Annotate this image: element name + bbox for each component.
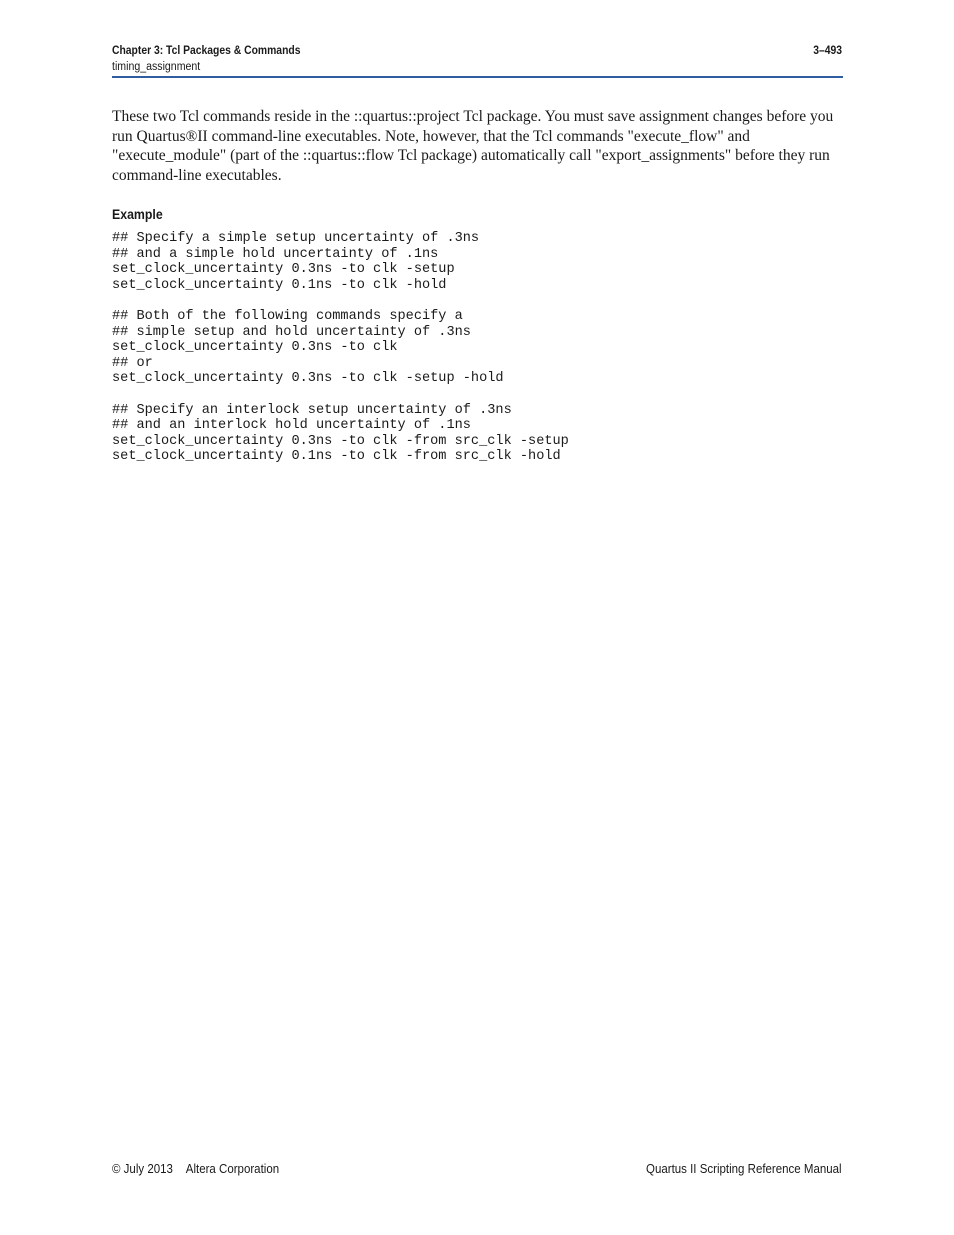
section-name: timing_assignment (112, 61, 201, 73)
footer-date: © July 2013 (112, 1162, 173, 1176)
code-line: set_clock_uncertainty 0.3ns -to clk (112, 340, 398, 356)
code-line: set_clock_uncertainty 0.3ns -to clk -setup (112, 262, 455, 278)
code-line: ## Specify a simple setup uncertainty of .3ns (112, 231, 480, 246)
code-line: set_clock_uncertainty 0.3ns -to clk -setup -hold (112, 371, 504, 387)
footer-company: Altera Corporation (185, 1162, 280, 1176)
page-number: 3–493 (813, 45, 842, 57)
chapter-title: Chapter 3: Tcl Packages & Commands (112, 45, 301, 57)
header-divider (112, 76, 843, 78)
code-line: set_clock_uncertainty 0.1ns -to clk -from src_clk -hold (112, 449, 561, 465)
code-line: ## and a simple hold uncertainty of .1ns (112, 246, 439, 262)
code-example (112, 231, 569, 465)
page-footer (112, 1161, 842, 1177)
code-line: ## Both of the following commands specify a (112, 308, 463, 324)
code-line: ## or (112, 355, 153, 371)
code-line (112, 293, 569, 309)
code-line: set_clock_uncertainty 0.1ns -to clk -hold (112, 277, 447, 293)
code-line: ## and an interlock hold uncertainty of .1ns (112, 418, 471, 434)
code-line: ## Specify an interlock setup uncertainty of .3ns (112, 402, 512, 418)
footer-manual-title: Quartus II Scripting Reference Manual (646, 1162, 842, 1176)
body-paragraph: These two Tcl commands reside in the ::quartus::project Tcl package. You must save assignment changes before you run Quartus®II command-line executables. Note, however, that the Tcl commands "execute_flow" and "execute_module" (part of the ::quartus::flow Tcl package) automatically call "export_assignments" before they run command-line executables. (112, 108, 834, 185)
page-header (112, 43, 842, 75)
code-line: ## simple setup and hold uncertainty of .3ns (112, 324, 471, 340)
example-heading: Example (112, 206, 163, 222)
code-line: set_clock_uncertainty 0.3ns -to clk -from src_clk -setup (112, 433, 569, 449)
code-line (112, 387, 569, 403)
footer-left (112, 1161, 279, 1177)
